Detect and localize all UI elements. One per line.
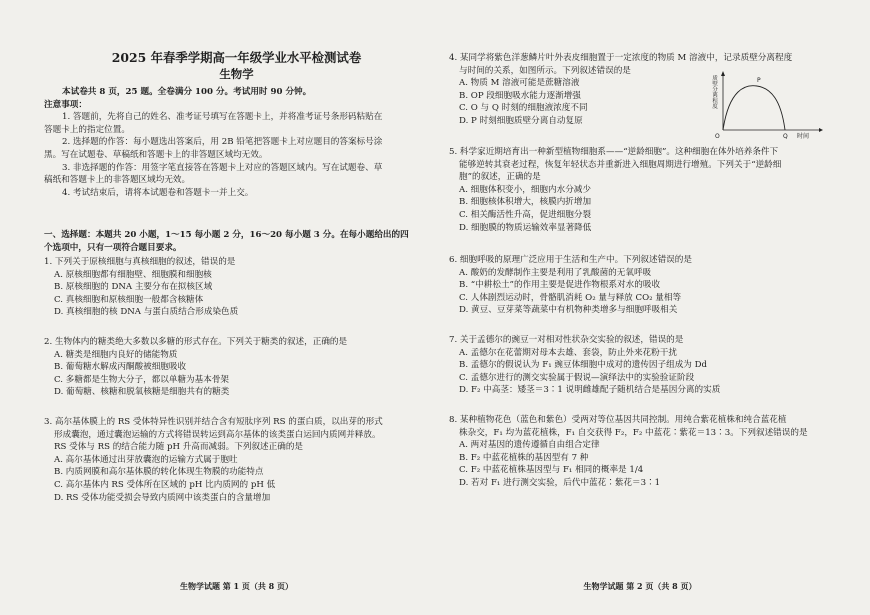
question-2 xyxy=(44,336,429,399)
option-d: D. RS 受体功能受损会导致内质网中该类蛋白的含量增加 xyxy=(54,492,271,503)
question-stem: 6. 细胞呼吸的原理广泛应用于生活和生产中。下列叙述错误的是 xyxy=(449,255,692,265)
option-d: D. 真核细胞的核 DNA 与蛋白质结合形成染色质 xyxy=(54,307,239,318)
question-6 xyxy=(449,254,831,317)
question-stem: 胞”的叙述，正确的是 xyxy=(459,172,541,183)
option-c: C. 真核细胞和原核细胞一般都含核糖体 xyxy=(54,294,204,305)
option-b: B. 孟德尔的假说认为 F₁ 豌豆体细胞中成对的遗传因子组成为 Dd xyxy=(459,360,708,371)
option-a: A. 两对基因的遗传遵循自由组合定律 xyxy=(459,440,600,451)
notice-heading: 注意事项： xyxy=(44,99,87,110)
option-b: B. 葡萄糖水解成丙酮酸被细胞吸收 xyxy=(54,362,187,373)
option-a: A. 酸奶的发酵制作主要是利用了乳酸菌的无氧呼吸 xyxy=(459,267,652,278)
question-stem: RS 受体与 RS 的结合能力随 pH 升高而减弱。下列叙述正确的是 xyxy=(54,442,304,453)
notice-line: 3. 非选择题的作答：用签字笔直接答在答题卡上对应的答题区域内。写在试题卷、草 xyxy=(62,162,383,173)
notice-line: 4. 考试结束后，请将本试题卷和答题卡一并上交。 xyxy=(62,187,254,198)
option-b: B. 原核细胞的 DNA 主要分布在拟核区域 xyxy=(54,282,213,293)
question-stem: 2. 生物体内的糖类绝大多数以多糖的形式存在。下列关于糖类的叙述，正确的是 xyxy=(44,337,348,347)
option-c: C. 多糖都是生物大分子，都以单糖为基本骨架 xyxy=(54,374,230,385)
plasmolysis-graph-svg xyxy=(711,70,825,142)
option-a: A. 物质 M 溶液可能是蔗糖溶液 xyxy=(459,78,580,89)
page-footer: 生物学试题 第 2 页（共 8 页） xyxy=(583,581,697,591)
question-8 xyxy=(449,414,831,490)
question-5 xyxy=(449,146,831,234)
question-stem: 形成囊泡，通过囊泡运输的方式将错误转运到高尔基体的该类蛋白运回内质网并释放。 xyxy=(54,429,381,440)
section-heading xyxy=(44,229,429,254)
question-stem: 4. 某同学将紫色洋葱鳞片叶外表皮细胞置于一定浓度的物质 M 溶液中，记录质壁分离程度 xyxy=(449,53,793,63)
option-d: D. 黄豆、豆芽菜等蔬菜中有机物种类增多与细胞呼吸相关 xyxy=(459,305,678,316)
option-a: A. 糖类是细胞内良好的储能物质 xyxy=(54,349,178,360)
question-stem: 与时间的关系，如图所示。下列叙述错误的是 xyxy=(459,65,631,76)
page-1 xyxy=(44,0,429,615)
question-stem: 8. 某种植物花色（蓝色和紫色）受两对等位基因共同控制。用纯合紫花植株和纯合蓝花植 xyxy=(449,415,787,425)
question-stem: 能够逆转其衰老过程，恢复年轻状态并重新进入细胞周期进行增殖。下列关于“逆龄细 xyxy=(459,159,782,170)
option-d: D. 细胞膜的物质运输效率显著降低 xyxy=(459,222,592,233)
option-b: B. F₂ 中蓝花植株的基因型有 7 种 xyxy=(459,452,589,463)
option-c: C. F₂ 中蓝花植株基因型与 F₁ 相同的概率是 1/4 xyxy=(459,465,644,476)
question-7 xyxy=(449,334,831,397)
option-a: A. 高尔基体通过出芽放囊泡的运输方式属于胞吐 xyxy=(54,454,238,465)
question-1 xyxy=(44,256,429,319)
exam-title: 2025 年春季学期高一年级学业水平检测试卷 xyxy=(111,50,362,65)
section-heading-line: 一、选择题：本题共 20 小题，1～15 每小题 2 分，16～20 每小题 3 分。在每小题给出的四 xyxy=(44,230,409,240)
option-d: D. 葡萄糖、核糖和脱氧核糖是细胞共有的糖类 xyxy=(54,387,230,398)
option-b: B. 内质网膜和高尔基体膜的转化体现生物膜的功能特点 xyxy=(54,467,264,478)
notice-line: 稿纸和答题卡上的非答题区域均无效。 xyxy=(44,175,191,186)
notice-line: 2. 选择题的作答：每小题选出答案后，用 2B 铅笔把答题卡上对应题目的答案标号涂 xyxy=(62,137,383,148)
option-c: C. 孟德尔进行的测交实验属于假说—演绎法中的实验验证阶段 xyxy=(459,372,695,383)
question-3 xyxy=(44,416,429,504)
option-a: A. 细胞体积变小，细胞内水分减少 xyxy=(459,184,591,195)
notice-line: 1. 答题前，先将自己的姓名、准考证号填写在答题卡上，并将准考证号条形码粘贴在 xyxy=(62,112,383,123)
option-a: A. 原核细胞都有细胞壁、细胞膜和细胞核 xyxy=(54,269,212,280)
point-label-p: P xyxy=(757,77,761,84)
notice-line: 答题卡上的指定位置。 xyxy=(44,124,130,135)
option-b: B. 细胞核体积增大，核膜内折增加 xyxy=(459,197,592,208)
plasmolysis-curve xyxy=(723,86,785,130)
x-axis-arrow xyxy=(819,128,823,132)
option-b: B. “中耕松土”的作用主要是促进作物根系对水的吸收 xyxy=(459,280,661,291)
subject-title: 生物学 xyxy=(219,67,254,81)
page-footer: 生物学试题 第 1 页（共 8 页） xyxy=(179,581,294,591)
exam-intro: 本试卷共 8 页，25 题。全卷满分 100 分。考试用时 90 分钟。 xyxy=(62,87,312,97)
option-c: C. O 与 Q 时刻的细胞液浓度不同 xyxy=(459,103,588,114)
question-stem: 7. 关于孟德尔的豌豆一对相对性状杂交实验的叙述，错误的是 xyxy=(449,335,684,345)
option-d: D. 若对 F₁ 进行测交实验，后代中蓝花∶紫花＝3∶1 xyxy=(459,477,661,488)
option-d: D. P 时刻细胞质壁分离自动复原 xyxy=(459,115,583,126)
instructions xyxy=(44,86,429,199)
option-c: C. 相关酶活性升高，促进细胞分裂 xyxy=(459,209,592,220)
notice-line: 黑。写在试题卷、草稿纸和答题卡上的非答题区域均无效。 xyxy=(44,149,268,160)
option-c: C. 人体剧烈运动时，骨骼肌消耗 O₂ 量与释放 CO₂ 量相等 xyxy=(459,292,682,303)
point-label-q: Q xyxy=(783,133,788,140)
plasmolysis-graph xyxy=(711,70,825,142)
point-label-o: O xyxy=(715,133,720,140)
question-stem: 株杂交，F₁ 均为蓝花植株，F₁ 自交获得 F₂，F₂ 中蓝花∶紫花＝13∶3。下列叙述错误的是 xyxy=(459,427,808,438)
option-d: D. F₂ 中高茎：矮茎＝3∶1 说明雌雄配子随机结合是基因分离的实质 xyxy=(459,385,721,396)
section-heading-line: 个选项中，只有一项符合题目要求。 xyxy=(44,242,182,253)
question-stem: 3. 高尔基体膜上的 RS 受体特异性识别并结合含有短肽序列 RS 的蛋白质，以出芽的形式 xyxy=(44,417,383,427)
question-stem: 5. 科学家近期培育出一种新型植物细胞系——“逆龄细胞”。这种细胞在体外培养条件下 xyxy=(449,147,779,157)
option-a: A. 孟德尔在花蕾期对母本去雄、套袋，防止外来花粉干扰 xyxy=(459,347,677,358)
graph-x-axis-label: 时间 xyxy=(797,133,810,140)
option-c: C. 高尔基体内 RS 受体所在区域的 pH 比内质网的 pH 低 xyxy=(54,479,276,490)
graph-y-axis-label: 质壁分离程度 xyxy=(711,75,717,109)
y-axis-arrow xyxy=(721,71,725,76)
page-2 xyxy=(449,0,831,615)
option-b: B. OP 段细胞吸水能力逐渐增强 xyxy=(459,90,581,101)
question-stem: 1. 下列关于原核细胞与真核细胞的叙述，错误的是 xyxy=(44,257,236,267)
